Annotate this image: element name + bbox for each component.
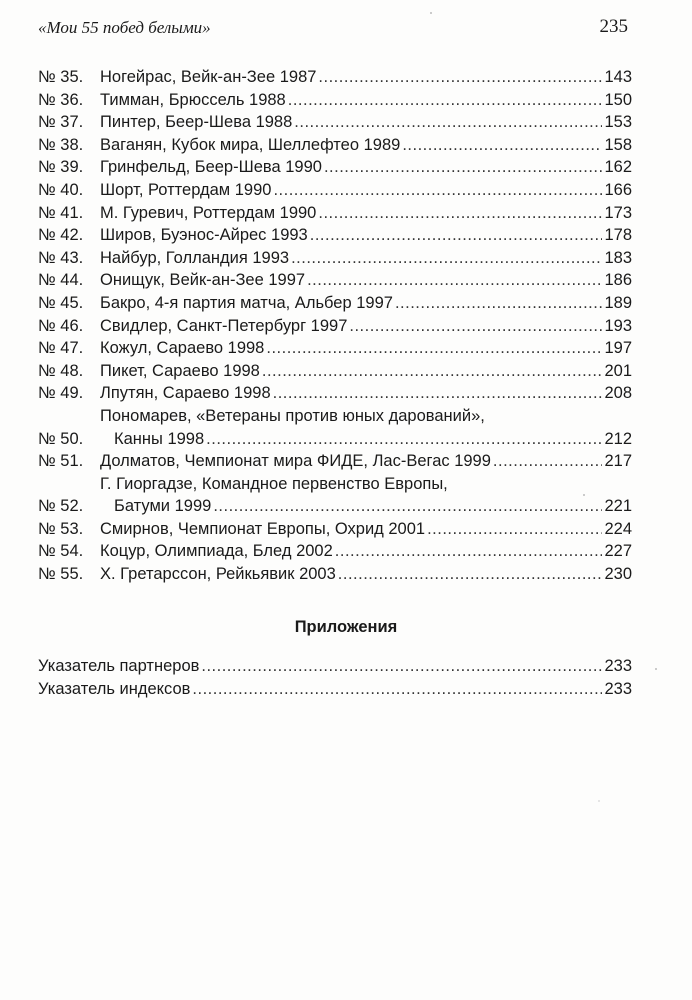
entry-page-number: 186 xyxy=(604,271,632,290)
entry-page-number: 227 xyxy=(604,542,632,561)
entry-title: Гринфельд, Беер-Шева 1990 xyxy=(100,158,322,177)
toc-entry[interactable] xyxy=(38,224,632,247)
dot-leader xyxy=(493,450,603,473)
entry-title: Долматов, Чемпионат мира ФИДЕ, Лас-Вегас 1999 xyxy=(100,452,491,471)
table-of-contents xyxy=(38,66,632,586)
dot-leader xyxy=(262,360,603,383)
entry-page-number: 150 xyxy=(604,90,632,109)
entry-title: Онищук, Вейк-ан-Зее 1997 xyxy=(100,271,306,290)
entry-page-number: 217 xyxy=(604,452,632,471)
dot-leader xyxy=(395,292,603,315)
entry-page-number: 212 xyxy=(604,429,632,448)
game-number: № 49. xyxy=(38,384,84,403)
entry-title: М. Гуревич, Роттердам 1990 xyxy=(100,203,317,222)
page-number: 235 xyxy=(599,16,628,37)
toc-entry[interactable] xyxy=(38,540,632,563)
toc-entry[interactable] xyxy=(38,382,632,405)
dot-leader xyxy=(273,382,603,405)
paper-speck xyxy=(598,800,600,802)
toc-entry[interactable] xyxy=(38,156,632,179)
entry-page-number: 221 xyxy=(604,497,632,516)
game-number: № 36. xyxy=(38,90,84,109)
entry-title: Найбур, Голландия 1993 xyxy=(100,248,290,267)
toc-entry[interactable] xyxy=(38,405,632,450)
dot-leader xyxy=(335,540,603,563)
running-head xyxy=(38,18,628,42)
game-number: № 48. xyxy=(38,361,84,380)
paper-speck xyxy=(430,12,432,14)
entry-page-number: 189 xyxy=(604,293,632,312)
entry-title: Шорт, Роттердам 1990 xyxy=(100,180,272,199)
dot-leader xyxy=(273,179,602,202)
entry-page-number: 193 xyxy=(604,316,632,335)
toc-entry[interactable] xyxy=(38,66,632,89)
game-number: № 44. xyxy=(38,271,84,290)
game-number: № 50. xyxy=(38,429,84,448)
toc-entry[interactable] xyxy=(38,134,632,157)
entry-title: Пинтер, Беер-Шева 1988 xyxy=(100,113,293,132)
game-number: № 53. xyxy=(38,519,84,538)
entry-page-number: 201 xyxy=(604,361,632,380)
dot-leader xyxy=(294,111,602,134)
toc-entry[interactable] xyxy=(38,315,632,338)
running-title: «Мои 55 побед белыми» xyxy=(38,18,211,37)
appendix-title: Указатель партнеров xyxy=(38,657,200,675)
dot-leader xyxy=(318,202,602,225)
toc-entry[interactable] xyxy=(38,269,632,292)
entry-page-number: 230 xyxy=(604,565,632,584)
toc-entry[interactable] xyxy=(38,473,632,518)
dot-leader xyxy=(307,269,602,292)
entry-title: Тимман, Брюссель 1988 xyxy=(100,90,286,109)
toc-entry[interactable] xyxy=(38,247,632,270)
entry-page-number: 197 xyxy=(604,339,632,358)
entry-title-line: Г. Гиоргадзе, Командное первенство Европы, xyxy=(100,474,448,493)
dot-leader xyxy=(349,315,602,338)
toc-entry[interactable] xyxy=(38,563,632,586)
toc-entry[interactable] xyxy=(38,89,632,112)
appendix-entry[interactable] xyxy=(38,678,632,701)
dot-leader xyxy=(206,428,602,451)
toc-entry[interactable] xyxy=(38,179,632,202)
appendix-heading: Приложения xyxy=(294,618,398,636)
entry-page-number: 183 xyxy=(604,248,632,267)
entry-title: Канны 1998 xyxy=(114,429,205,448)
entry-page-number: 143 xyxy=(604,68,632,86)
entry-title: Ногейрас, Вейк-ан-Зее 1987 xyxy=(100,68,317,86)
entry-page-number: 208 xyxy=(604,384,632,403)
toc-entry[interactable] xyxy=(38,111,632,134)
entry-page-number: 224 xyxy=(604,519,632,538)
toc-entry[interactable] xyxy=(38,518,632,541)
entry-title: Кожул, Сараево 1998 xyxy=(100,339,265,358)
appendix-entry[interactable] xyxy=(38,655,632,678)
game-number: № 51. xyxy=(38,452,84,471)
dot-leader xyxy=(266,337,602,360)
entry-page-number: 178 xyxy=(604,226,632,245)
dot-leader xyxy=(338,563,603,586)
dot-leader xyxy=(291,247,602,270)
dot-leader xyxy=(427,518,602,541)
entry-title-line: Пономарев, «Ветераны против юных дарований», xyxy=(100,406,485,425)
dot-leader xyxy=(310,224,603,247)
dot-leader xyxy=(192,678,602,701)
toc-entry[interactable] xyxy=(38,292,632,315)
entry-title: Ваганян, Кубок мира, Шеллефтео 1989 xyxy=(100,135,401,154)
toc-entry[interactable] xyxy=(38,450,632,473)
entry-title: Пикет, Сараево 1998 xyxy=(100,361,260,380)
game-number: № 37. xyxy=(38,113,84,132)
toc-entry[interactable] xyxy=(38,202,632,225)
entry-page-number: 166 xyxy=(604,180,632,199)
game-number: № 47. xyxy=(38,339,84,358)
dot-leader xyxy=(318,66,602,89)
dot-leader xyxy=(324,156,603,179)
entry-title: Батуми 1999 xyxy=(114,497,212,516)
game-number: № 52. xyxy=(38,497,84,516)
game-number: № 39. xyxy=(38,158,84,177)
entry-title: Коцур, Олимпиада, Блед 2002 xyxy=(100,542,333,561)
game-number: № 46. xyxy=(38,316,84,335)
appendix-page-number: 233 xyxy=(604,679,632,698)
dot-leader xyxy=(213,495,602,518)
dot-leader xyxy=(288,89,603,112)
game-number: № 38. xyxy=(38,135,84,154)
game-number: № 54. xyxy=(38,542,84,561)
toc-entry[interactable] xyxy=(38,360,632,383)
game-number: № 42. xyxy=(38,226,84,245)
entry-title: Смирнов, Чемпионат Европы, Охрид 2001 xyxy=(100,519,426,538)
entry-title: Свидлер, Санкт-Петербург 1997 xyxy=(100,316,348,335)
dot-leader xyxy=(402,134,602,157)
paper-speck xyxy=(583,494,585,496)
game-number: № 35. xyxy=(38,68,84,86)
entry-title: Бакро, 4-я партия матча, Альбер 1997 xyxy=(100,293,393,312)
entry-title: Широв, Буэнос-Айрес 1993 xyxy=(100,226,308,245)
entry-page-number: 158 xyxy=(604,135,632,154)
entry-page-number: 153 xyxy=(604,113,632,132)
dot-leader xyxy=(201,655,602,678)
game-number: № 55. xyxy=(38,565,84,584)
entry-title: Х. Гретарссон, Рейкьявик 2003 xyxy=(100,565,336,584)
entry-title: Лпутян, Сараево 1998 xyxy=(100,384,271,403)
game-number: № 41. xyxy=(38,203,84,222)
game-number: № 45. xyxy=(38,293,84,312)
entry-page-number: 162 xyxy=(604,158,632,177)
appendix-list xyxy=(38,655,632,700)
toc-entry[interactable] xyxy=(38,337,632,360)
game-number: № 43. xyxy=(38,248,84,267)
appendix-page-number: 233 xyxy=(604,657,632,675)
appendix-title: Указатель индексов xyxy=(38,679,191,698)
paper-speck xyxy=(655,668,657,670)
game-number: № 40. xyxy=(38,180,84,199)
entry-page-number: 173 xyxy=(604,203,632,222)
